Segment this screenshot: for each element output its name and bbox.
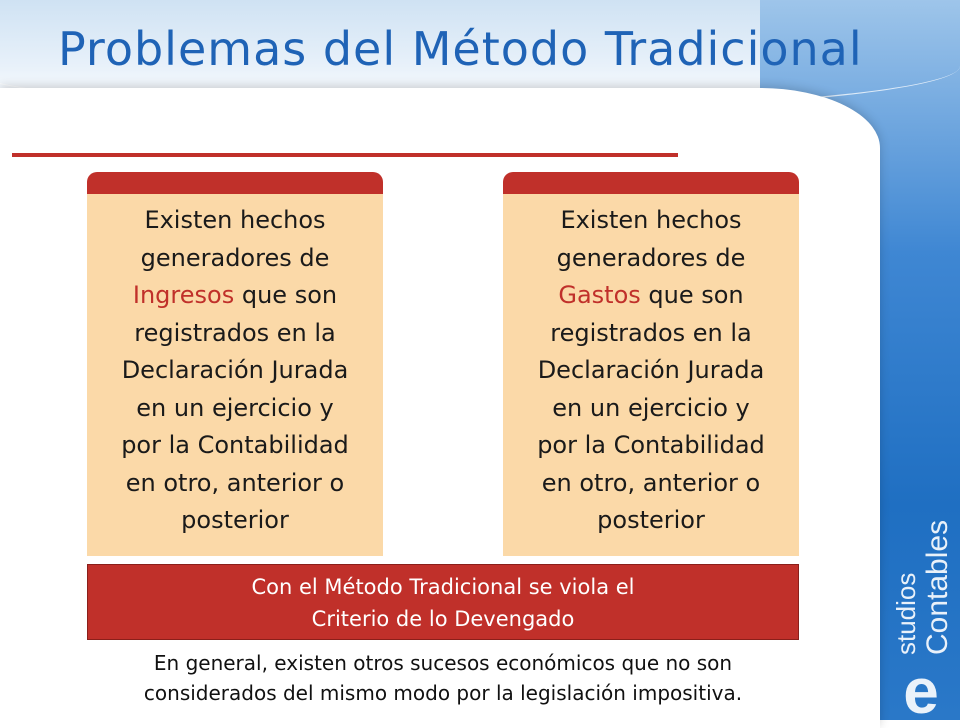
card-body [503,194,799,556]
banner-line: Criterio de lo Devengado [311,607,575,631]
conclusion-banner [87,564,799,640]
footer-line: considerados del mismo modo por la legislación impositiva. [143,681,743,705]
card-line: Existen hechos [560,206,742,234]
footer-line: En general, existen otros sucesos económicos que no son [153,651,733,675]
card-header-bar [503,172,799,194]
card-line: generadores de [140,243,330,272]
card-line [87,277,383,315]
logo-word-studios: studios [891,572,921,655]
expense-card [503,172,799,556]
banner-line: Con el Método Tradicional se viola el [251,575,635,599]
footer-note [86,648,800,708]
card-text: que son [234,281,338,309]
estudios-contables-logo [887,505,957,720]
expense-highlight: Gastos [558,281,641,309]
card-line: registrados en la [550,318,752,347]
card-text: que son [640,281,744,309]
income-card [87,172,383,556]
card-line: en otro, anterior o [125,468,345,497]
card-line: generadores de [556,243,746,272]
logo-letter-e: e [903,655,939,720]
card-line: posterior [597,506,705,534]
card-line: en otro, anterior o [541,468,761,497]
card-line: en un ejercicio y [136,393,334,422]
card-line: posterior [181,506,289,534]
logo-word-contables: Contables [921,519,954,655]
card-line: por la Contabilidad [537,431,765,459]
slide-title: Problemas del Método Tradicional [58,22,863,76]
title-underline [12,153,678,157]
card-line: registrados en la [134,318,336,347]
card-line: por la Contabilidad [121,431,349,459]
card-header-bar [87,172,383,194]
card-line: Existen hechos [144,206,326,234]
income-highlight: Ingresos [132,281,235,309]
card-line [503,277,799,315]
card-line: Declaración Jurada [537,356,765,384]
card-line: Declaración Jurada [121,356,349,384]
card-body [87,194,383,556]
card-line: en un ejercicio y [552,393,750,422]
